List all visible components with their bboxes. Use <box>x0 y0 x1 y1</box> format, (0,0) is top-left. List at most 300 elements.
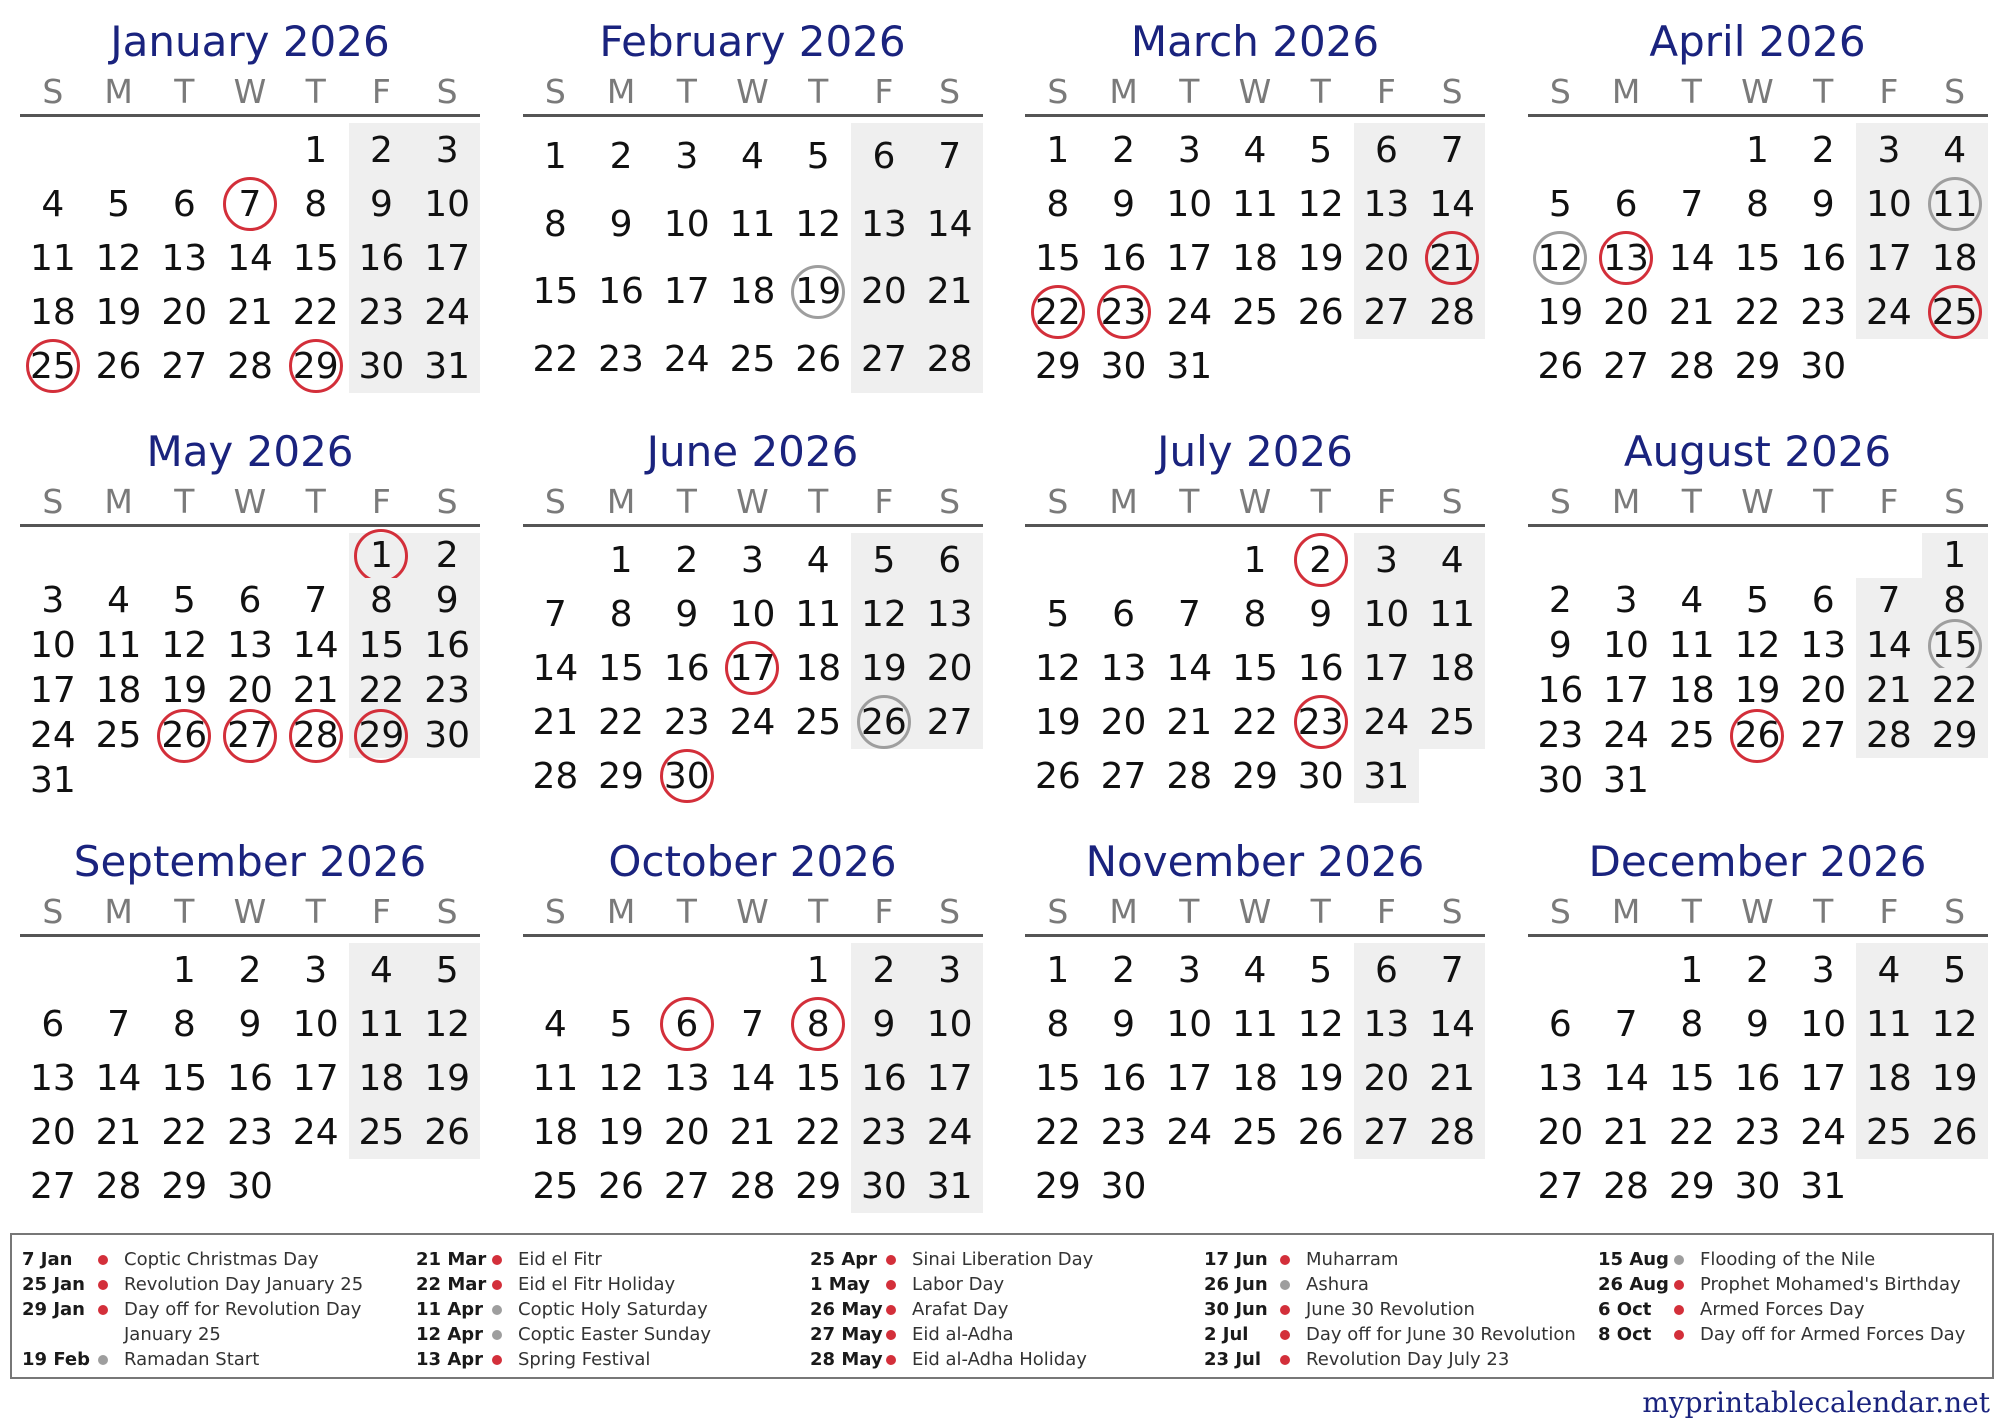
bullet-dot-icon <box>98 1280 108 1290</box>
day-number: 27 <box>926 701 973 743</box>
legend-name: Ramadan Start <box>124 1349 260 1370</box>
day-cell <box>283 177 349 231</box>
day-cell <box>523 587 589 641</box>
day-cell <box>1025 231 1091 285</box>
day-cell <box>1025 749 1091 803</box>
day-number: 25 <box>1668 715 1715 756</box>
day-cell <box>1659 1159 1725 1213</box>
bullet-dot-icon <box>1280 1305 1290 1315</box>
day-cell <box>1354 749 1420 803</box>
day-cell <box>86 1051 152 1105</box>
day-number: 14 <box>227 237 273 279</box>
day-number: 20 <box>1537 1111 1584 1153</box>
day-number: 9 <box>1309 593 1333 635</box>
day-cell <box>349 285 415 339</box>
day-number: 23 <box>358 291 405 333</box>
empty-cell <box>217 758 283 803</box>
day-cell <box>1156 749 1222 803</box>
day-cell <box>1659 943 1725 997</box>
day-number: 29 <box>1668 1165 1715 1207</box>
day-number: 11 <box>1232 1003 1278 1045</box>
weekday-header <box>1528 890 1988 937</box>
day-cell <box>151 177 217 231</box>
month-january <box>20 14 480 393</box>
site-url[interactable]: myprintablecalendar.net <box>1642 1386 1990 1419</box>
day-number: 13 <box>1100 647 1147 689</box>
weekday-label: M <box>1109 892 1138 931</box>
weekday-label: T <box>1310 892 1331 931</box>
day-number: 1 <box>806 949 830 991</box>
day-cell <box>720 258 786 326</box>
day-cell <box>917 258 983 326</box>
day-cell <box>86 623 152 668</box>
day-cell <box>1025 1105 1091 1159</box>
legend-row <box>810 1247 1204 1272</box>
day-number: 6 <box>1811 580 1835 621</box>
legend-row <box>1204 1297 1598 1322</box>
weekday-label: F <box>1879 892 1899 931</box>
day-cell <box>1354 641 1420 695</box>
day-cell <box>349 533 415 578</box>
day-cell <box>1922 177 1988 231</box>
day-cell <box>1528 578 1594 623</box>
day-number: 24 <box>1800 1111 1847 1153</box>
day-number: 20 <box>29 1111 76 1153</box>
day-number: 3 <box>675 136 699 178</box>
legend-name: Day off for Revolution Day <box>124 1299 362 1320</box>
day-cell <box>1856 177 1922 231</box>
day-number: 15 <box>1232 647 1278 689</box>
day-number: 28 <box>1668 345 1715 387</box>
empty-cell <box>588 943 654 997</box>
day-cell <box>654 258 720 326</box>
day-grid <box>523 943 983 1213</box>
day-number: 15 <box>1034 1057 1081 1099</box>
day-cell <box>1419 997 1485 1051</box>
legend-row <box>1204 1247 1598 1272</box>
day-number: 5 <box>1309 129 1333 171</box>
day-number: 4 <box>1877 949 1901 991</box>
day-cell <box>1222 695 1288 749</box>
day-number: 16 <box>1100 237 1147 279</box>
bullet-spacer <box>98 1330 108 1340</box>
day-number: 25 <box>1429 701 1476 743</box>
day-cell <box>1593 231 1659 285</box>
day-cell <box>785 695 851 749</box>
day-number: 17 <box>1166 1057 1213 1099</box>
day-number: 8 <box>543 203 567 245</box>
legend-name: Revolution Day January 25 <box>124 1274 364 1295</box>
day-number: 15 <box>1931 625 1978 666</box>
empty-cell <box>20 533 86 578</box>
day-number: 26 <box>1297 291 1344 333</box>
day-cell <box>20 997 86 1051</box>
day-number: 3 <box>1177 129 1201 171</box>
day-number: 1 <box>1046 949 1070 991</box>
day-number: 21 <box>1429 237 1476 279</box>
day-cell <box>1025 285 1091 339</box>
weekday-label: W <box>1741 72 1774 111</box>
day-number: 21 <box>227 291 273 333</box>
day-cell <box>1091 285 1157 339</box>
day-number: 15 <box>161 1057 208 1099</box>
day-cell <box>349 668 415 713</box>
day-cell <box>654 1105 720 1159</box>
empty-cell <box>349 1159 415 1213</box>
day-cell <box>217 668 283 713</box>
day-number: 5 <box>609 1003 633 1045</box>
day-number: 9 <box>369 183 393 225</box>
day-cell <box>1156 339 1222 393</box>
day-number: 18 <box>95 670 142 711</box>
legend-name: Eid el Fitr <box>518 1249 602 1270</box>
day-cell <box>1790 713 1856 758</box>
bullet-dot-icon <box>492 1255 502 1265</box>
day-cell <box>1354 533 1420 587</box>
day-number: 23 <box>1100 1111 1147 1153</box>
day-cell <box>283 1105 349 1159</box>
day-cell <box>20 623 86 668</box>
day-number: 13 <box>1537 1057 1584 1099</box>
day-cell <box>1288 1051 1354 1105</box>
day-number: 22 <box>795 1111 842 1153</box>
day-number: 28 <box>729 1165 776 1207</box>
day-cell <box>785 258 851 326</box>
day-cell <box>1528 623 1594 668</box>
day-number: 26 <box>1297 1111 1344 1153</box>
day-number: 6 <box>1374 129 1398 171</box>
day-cell <box>1288 641 1354 695</box>
day-number: 12 <box>1931 1003 1978 1045</box>
legend-date: 15 Aug <box>1598 1249 1669 1270</box>
day-number: 3 <box>1877 129 1901 171</box>
day-grid <box>523 533 983 803</box>
day-number: 27 <box>1100 755 1147 797</box>
month-title: May 2026 <box>146 427 354 476</box>
day-cell <box>1856 285 1922 339</box>
day-cell <box>588 695 654 749</box>
day-number: 27 <box>227 715 273 756</box>
month-june <box>523 424 983 803</box>
day-number: 22 <box>1931 670 1978 711</box>
day-number: 11 <box>358 1003 405 1045</box>
day-cell <box>1025 943 1091 997</box>
day-cell <box>1156 695 1222 749</box>
day-cell <box>1659 1105 1725 1159</box>
day-number: 16 <box>1537 670 1584 711</box>
day-cell <box>851 1051 917 1105</box>
day-cell <box>1288 1105 1354 1159</box>
day-number: 17 <box>1603 670 1649 711</box>
day-number: 7 <box>741 1003 764 1045</box>
weekday-label: S <box>1047 892 1069 931</box>
day-number: 17 <box>663 271 710 313</box>
month-title: April 2026 <box>1649 17 1866 66</box>
day-cell <box>151 1159 217 1213</box>
day-cell <box>588 997 654 1051</box>
day-number: 24 <box>1603 715 1649 756</box>
day-cell <box>1025 997 1091 1051</box>
legend-date: 25 Apr <box>810 1249 878 1270</box>
day-cell <box>349 713 415 758</box>
day-number: 17 <box>1363 647 1410 689</box>
weekday-label: M <box>104 72 133 111</box>
day-number: 18 <box>532 1111 579 1153</box>
day-number: 27 <box>161 345 208 387</box>
bullet-dot-icon <box>1280 1355 1290 1365</box>
day-cell <box>217 578 283 623</box>
day-number: 24 <box>1166 1111 1213 1153</box>
day-cell <box>1593 713 1659 758</box>
day-cell <box>1025 339 1091 393</box>
day-cell <box>1025 641 1091 695</box>
day-cell <box>917 587 983 641</box>
day-cell <box>720 123 786 191</box>
weekday-header <box>523 70 983 117</box>
day-cell <box>720 695 786 749</box>
day-number: 31 <box>1166 345 1213 387</box>
legend-name: Revolution Day July 23 <box>1306 1349 1510 1370</box>
day-number: 18 <box>1232 1057 1278 1099</box>
day-cell <box>1856 997 1922 1051</box>
day-cell <box>720 1051 786 1105</box>
day-cell <box>1659 623 1725 668</box>
day-number: 11 <box>795 593 842 635</box>
day-cell <box>1354 177 1420 231</box>
day-cell <box>283 668 349 713</box>
weekday-label: M <box>1109 72 1138 111</box>
day-cell <box>1790 668 1856 713</box>
day-number: 27 <box>1537 1165 1584 1207</box>
day-number: 2 <box>1548 580 1572 621</box>
day-cell <box>523 191 589 259</box>
day-cell <box>588 533 654 587</box>
day-cell <box>917 123 983 191</box>
day-number: 23 <box>227 1111 273 1153</box>
empty-cell <box>1091 533 1157 587</box>
day-number: 26 <box>424 1111 471 1153</box>
empty-cell <box>1856 339 1922 393</box>
day-number: 10 <box>663 203 710 245</box>
day-cell <box>785 123 851 191</box>
day-number: 25 <box>95 715 142 756</box>
day-cell <box>785 587 851 641</box>
day-number: 23 <box>1800 291 1847 333</box>
day-cell <box>1790 1159 1856 1213</box>
weekday-label: M <box>104 482 133 521</box>
day-cell <box>720 191 786 259</box>
day-number: 18 <box>1931 237 1978 279</box>
day-number: 29 <box>1034 345 1081 387</box>
legend-date: 7 Jan <box>22 1249 73 1270</box>
day-cell <box>1288 533 1354 587</box>
weekday-label: T <box>1813 72 1834 111</box>
day-cell <box>151 668 217 713</box>
day-cell <box>851 1159 917 1213</box>
day-number: 22 <box>358 670 405 711</box>
day-cell <box>917 1051 983 1105</box>
day-cell <box>1156 177 1222 231</box>
day-cell <box>588 326 654 394</box>
bullet-dot-icon <box>492 1355 502 1365</box>
day-number: 22 <box>161 1111 208 1153</box>
day-number: 19 <box>1297 237 1344 279</box>
day-cell <box>1288 997 1354 1051</box>
legend-row <box>416 1322 810 1347</box>
day-cell <box>1156 943 1222 997</box>
empty-cell <box>1419 749 1485 803</box>
weekday-label: S <box>1047 72 1069 111</box>
day-number: 5 <box>1548 183 1572 225</box>
day-cell <box>20 231 86 285</box>
legend-row <box>416 1297 810 1322</box>
day-cell <box>1659 177 1725 231</box>
day-cell <box>1354 587 1420 641</box>
weekday-label: M <box>1109 482 1138 521</box>
empty-cell <box>217 123 283 177</box>
empty-cell <box>1659 533 1725 578</box>
day-cell <box>1528 339 1594 393</box>
empty-cell <box>720 943 786 997</box>
day-cell <box>917 1159 983 1213</box>
day-cell <box>1222 1051 1288 1105</box>
weekday-label: T <box>1681 72 1702 111</box>
weekday-label: T <box>808 892 829 931</box>
weekday-label: S <box>1944 72 1966 111</box>
weekday-label: T <box>305 892 326 931</box>
day-number: 4 <box>543 1003 567 1045</box>
day-cell <box>349 1051 415 1105</box>
day-cell <box>217 1159 283 1213</box>
day-number: 14 <box>532 647 579 689</box>
day-cell <box>720 587 786 641</box>
month-may <box>20 424 480 803</box>
day-cell <box>1790 285 1856 339</box>
day-cell <box>785 533 851 587</box>
day-cell <box>217 1051 283 1105</box>
bullet-dot-icon <box>1280 1330 1290 1340</box>
day-number: 19 <box>1734 670 1781 711</box>
legend-row <box>1598 1322 1992 1347</box>
day-number: 10 <box>1800 1003 1847 1045</box>
day-cell <box>1288 177 1354 231</box>
day-number: 4 <box>41 183 65 225</box>
day-cell <box>1856 578 1922 623</box>
day-cell <box>86 668 152 713</box>
day-number: 20 <box>1800 670 1847 711</box>
month-title: July 2026 <box>1157 427 1353 476</box>
day-cell <box>785 326 851 394</box>
day-cell <box>720 997 786 1051</box>
day-number: 31 <box>926 1165 973 1207</box>
weekday-label: T <box>174 892 195 931</box>
day-number: 26 <box>795 338 842 380</box>
empty-cell <box>1856 533 1922 578</box>
weekday-label: W <box>233 482 267 521</box>
day-cell <box>1593 1051 1659 1105</box>
day-number: 7 <box>1614 1003 1638 1045</box>
legend-row <box>22 1347 416 1372</box>
day-cell <box>1593 1159 1659 1213</box>
day-cell <box>1528 231 1594 285</box>
day-cell <box>414 578 480 623</box>
day-cell <box>1419 641 1485 695</box>
day-cell <box>151 1051 217 1105</box>
legend-date: 28 May <box>810 1349 883 1370</box>
day-cell <box>1528 1159 1594 1213</box>
legend-name: Muharram <box>1306 1249 1399 1270</box>
day-number: 4 <box>107 580 131 621</box>
day-number: 20 <box>926 647 973 689</box>
day-cell <box>20 578 86 623</box>
weekday-label: S <box>436 482 458 521</box>
day-number: 1 <box>609 539 633 581</box>
day-cell <box>1856 123 1922 177</box>
day-number: 3 <box>741 539 764 581</box>
legend-row <box>1598 1272 1992 1297</box>
day-cell <box>349 177 415 231</box>
day-cell <box>1856 1105 1922 1159</box>
day-number: 2 <box>1309 539 1333 581</box>
day-cell <box>1091 641 1157 695</box>
day-cell <box>1091 587 1157 641</box>
day-cell <box>20 177 86 231</box>
day-cell <box>1156 1051 1222 1105</box>
day-number: 20 <box>1363 237 1410 279</box>
day-grid <box>1025 533 1485 803</box>
weekday-label: F <box>874 72 894 111</box>
day-number: 12 <box>795 203 842 245</box>
day-number: 7 <box>543 593 567 635</box>
day-number: 28 <box>227 345 273 387</box>
day-number: 27 <box>1363 1111 1410 1153</box>
day-number: 10 <box>1866 183 1912 225</box>
empty-cell <box>283 758 349 803</box>
day-number: 2 <box>238 949 262 991</box>
weekday-label: S <box>1441 482 1463 521</box>
day-number: 21 <box>729 1111 776 1153</box>
day-number: 30 <box>1734 1165 1781 1207</box>
weekday-label: W <box>1741 892 1774 931</box>
day-number: 19 <box>1297 1057 1344 1099</box>
day-cell <box>1091 943 1157 997</box>
weekday-label: T <box>1681 892 1702 931</box>
day-cell <box>851 587 917 641</box>
legend-name: Spring Festival <box>518 1349 651 1370</box>
day-cell <box>1419 1051 1485 1105</box>
day-number: 22 <box>1034 291 1081 333</box>
bullet-dot-icon <box>1280 1280 1290 1290</box>
day-number: 28 <box>292 715 339 756</box>
legend-name: Labor Day <box>912 1274 1005 1295</box>
day-number: 12 <box>598 1057 644 1099</box>
day-cell <box>1922 997 1988 1051</box>
day-number: 14 <box>926 203 973 245</box>
legend-row <box>810 1347 1204 1372</box>
day-number: 7 <box>938 136 962 178</box>
day-number: 25 <box>532 1165 579 1207</box>
legend-column <box>22 1247 416 1377</box>
day-cell <box>917 1105 983 1159</box>
day-number: 31 <box>424 345 471 387</box>
day-number: 29 <box>795 1165 842 1207</box>
day-number: 7 <box>304 580 328 621</box>
day-number: 11 <box>1931 183 1978 225</box>
day-cell <box>523 695 589 749</box>
weekday-header <box>523 890 983 937</box>
weekday-label: F <box>874 482 894 521</box>
month-december <box>1528 834 1988 1213</box>
